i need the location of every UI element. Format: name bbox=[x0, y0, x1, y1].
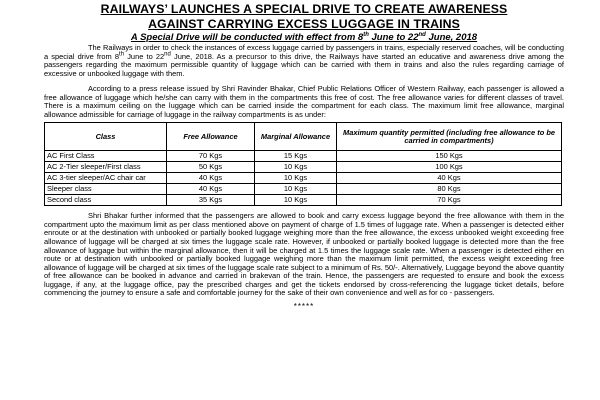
subtitle-sup-1: th bbox=[363, 31, 369, 38]
header-maximum-quantity: Maximum quantity permitted (including free allowance to be carried in compartments) bbox=[337, 123, 562, 151]
cell-free: 40 Kgs bbox=[167, 184, 255, 195]
table-row bbox=[45, 195, 562, 206]
end-mark: ***** bbox=[293, 301, 315, 311]
table-row bbox=[45, 162, 562, 173]
cell-class: AC First Class bbox=[45, 151, 167, 162]
para1-sup-1: th bbox=[119, 51, 125, 58]
header-free-allowance: Free Allowance bbox=[167, 123, 255, 151]
para1-post: June, 2018. As a precursor to this drive, the Railways have started an educative and awareness drive among the passengers regarding the maximum permissible quantity of luggage which can be carried with them in trains and also the rules regarding carriage of excessive or unbooked luggage with them. bbox=[44, 51, 565, 78]
cell-class: Second class bbox=[45, 195, 167, 206]
subtitle-sup-2: nd bbox=[418, 31, 426, 38]
cell-marginal: 10 Kgs bbox=[255, 162, 337, 173]
cell-maximum: 80 Kgs bbox=[337, 184, 562, 195]
cell-maximum: 100 Kgs bbox=[337, 162, 562, 173]
paragraph-1 bbox=[44, 44, 564, 78]
cell-marginal: 10 Kgs bbox=[255, 184, 337, 195]
cell-marginal: 10 Kgs bbox=[255, 173, 337, 184]
cell-maximum: 70 Kgs bbox=[337, 195, 562, 206]
cell-maximum: 150 Kgs bbox=[337, 151, 562, 162]
table-row bbox=[45, 151, 562, 162]
para1-pre: The Railways in order to check the instances of excess luggage carried by passengers in trains, especially reserved coaches, will be conducting a special drive from 8 bbox=[44, 43, 564, 61]
luggage-allowance-table bbox=[44, 122, 562, 206]
para1-sup-2: nd bbox=[164, 51, 171, 58]
cell-marginal: 15 Kgs bbox=[255, 151, 337, 162]
table-row bbox=[45, 184, 562, 195]
title-line-1: RAILWAYS’ LAUNCHES A SPECIAL DRIVE TO CREATE AWARENESS bbox=[100, 2, 508, 16]
header-marginal-allowance: Marginal Allowance bbox=[255, 123, 337, 151]
paragraph-3: Shri Bhakar further informed that the passengers are allowed to book and carry excess luggage beyond the free allowance with them in the compartment upto the maximum limit as per class mentioned above on payment of charge of 1.5 times of luggage rate. When a passenger is detected either enroute or at the destination with unbooked or partially booked luggage weighing more than the free allowance, the excess unbooked weight exceeding free allowance of luggage will be charged at six times the luggage scale rate. However, if unbooked or partially booked luggage is detected more than the free allowance of luggage but within the marginal allowance, then it will be charged at 1.5 times the luggage scale rate. When a passenger is detected either en route or at destination with unbooked or partially booked luggage weighing more than the maximum limit permitted, the excess weight exceeding free allowance of luggage will be charged at six times of the luggage scale rate subject to a minimum of Rs. 50/-. Alternatively, Luggage beyond the above quantity of free allowance can be booked in advance and carried in brakevan of the train. Hence, the passengers are requested to ensure and book the excess luggage, if any, at the luggage office, pay the prescribed charges and get the tickets endorsed by cross-referencing the luggage ticket details, before commencing the journey to ensure a safe and comfortable journey for the sake of their own convenience and well as for co - passengers. bbox=[44, 211, 564, 298]
cell-class: AC 3-tier sleeper/AC chair car bbox=[45, 173, 167, 184]
cell-class: Sleeper class bbox=[45, 184, 167, 195]
cell-marginal: 10 Kgs bbox=[255, 195, 337, 206]
subtitle-pre: A Special Drive will be conducted with effect from 8 bbox=[130, 32, 364, 43]
title-line-2: AGAINST CARRYING EXCESS LUGGAGE IN TRAINS bbox=[148, 16, 460, 31]
cell-free: 50 Kgs bbox=[167, 162, 255, 173]
subtitle-post: June, 2018 bbox=[425, 32, 478, 43]
para1-mid: June to 22 bbox=[124, 51, 165, 61]
cell-maximum: 40 Kgs bbox=[337, 173, 562, 184]
table-header-row bbox=[45, 123, 562, 151]
cell-free: 40 Kgs bbox=[167, 173, 255, 184]
cell-free: 70 Kgs bbox=[167, 151, 255, 162]
table-row bbox=[45, 173, 562, 184]
paragraph-2: According to a press release issued by Shri Ravinder Bhakar, Chief Public Relations Officer of Western Railway, each passenger is allowed a free allowance of luggage which he/she can carry with them in the compartments this free of cost. The free allowance varies for different classes of travel. There is a maximum ceiling on the luggage which can be carried inside the compartment for each class. The maximum limit free allowance, marginal allowance admissible for carriage of luggage in the railway compartments is as under: bbox=[44, 84, 564, 119]
header-class: Class bbox=[45, 123, 167, 151]
subtitle-mid: June to 22 bbox=[368, 32, 419, 43]
cell-free: 35 Kgs bbox=[167, 195, 255, 206]
cell-class: AC 2-Tier sleeper/First class bbox=[45, 162, 167, 173]
